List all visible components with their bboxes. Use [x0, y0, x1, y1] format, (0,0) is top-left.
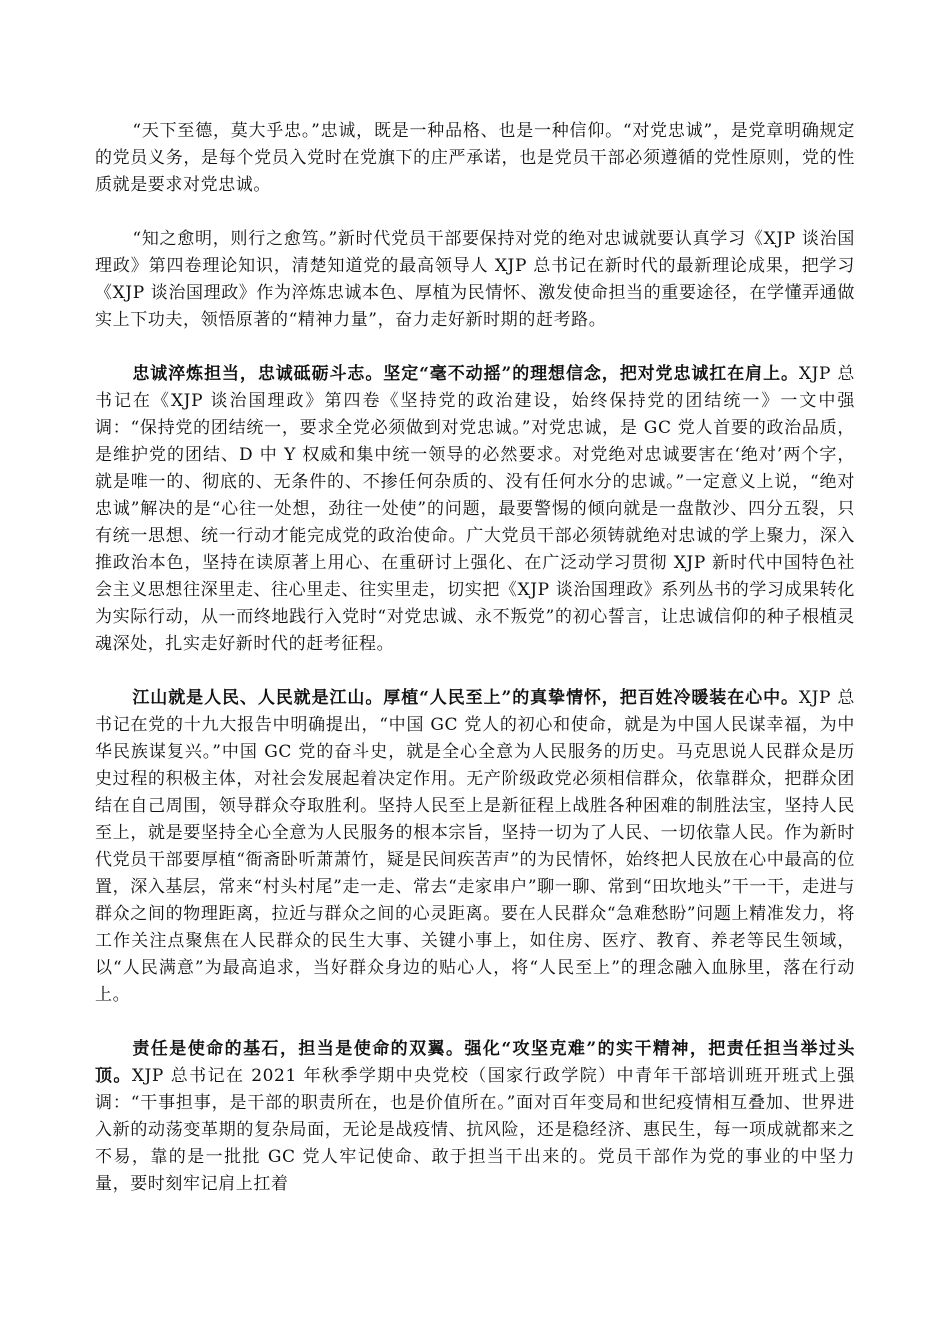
paragraph-2 [95, 226, 855, 334]
paragraph-lead: 忠诚淬炼担当，忠诚砥砺斗志。坚定“毫不动摇”的理想信念，把对党忠诚扛在肩上。 [132, 364, 799, 384]
paragraph-body: XJP 总书记在党的十九大报告中明确提出，“中国 GC 党人的初心和使命，就是为中国人民谋幸福，为中华民族谋复兴。”中国 GC 党的奋斗史，就是全心全意为人民服务的历史。马克思说人民群众是历史过程的积极主体，对社会发展起着决定作用。无产阶级政党必须相信群众，依靠群众，把群众团结在自己周围，领导群众夺取胜利。坚持人民至上是新征程上战胜各种困难的制胜法宝，坚持人民至上，就是要坚持全心全意为人民服务的根本宗旨，坚持一切为了人民、一切依靠人民。作为新时代党员干部要厚植“衙斋卧听萧萧竹，疑是民间疾苦声”的为民情怀，始终把人民放在心中最高的位置，深入基层，常来“村头村尾”走一走、常去“走家串户”聊一聊、常到“田坎地头”干一干，走进与群众之间的物理距离，拉近与群众之间的心灵距离。要在人民群众“急难愁盼”问题上精准发力，将工作关注点聚焦在人民群众的民生大事、关键小事上，如住房、医疗、教育、养老等民生领域，以“人民满意”为最高追求，当好群众身边的贴心人，将“人民至上”的理念融入血脉里，落在行动上。 [95, 688, 856, 1005]
document-page [95, 118, 855, 1225]
paragraph-body: “知之愈明，则行之愈笃。”新时代党员干部要保持对党的绝对忠诚就要认真学习《XJP 谈治国理政》第四卷理论知识，清楚知道党的最高领导人 XJP 总书记在新时代的最新理论成果，把学习《XJP 谈治国理政》作为淬炼忠诚本色、厚植为民情怀、激发使命担当的重要途径，在学懂弄通做实上下功夫，领悟原著的“精神力量”，奋力走好新时期的赶考路。 [95, 229, 855, 330]
paragraph-5 [95, 1036, 855, 1198]
paragraph-3 [95, 361, 855, 658]
paragraph-body: “天下至德，莫大乎忠。”忠诚，既是一种品格、也是一种信仰。“对党忠诚”，是党章明确规定的党员义务，是每个党员入党时在党旗下的庄严承诺，也是党员干部必须遵循的党性原则，党的性质就是要求对党忠诚。 [95, 121, 855, 195]
paragraph-body: XJP 总书记在《XJP 谈治国理政》第四卷《坚持党的政治建设，始终保持党的团结统一》一文中强调：“保持党的团结统一，要求全党必须做到对党忠诚。”对党忠诚，是 GC 党人首要的政治品质，是维护党的团结、D 中 Y 权威和集中统一领导的必然要求。对党绝对忠诚要害在‘绝对’两个字，就是唯一的、彻底的、无条件的、不掺任何杂质的、没有任何水分的忠诚。”一定意义上说，“绝对忠诚”解决的是“心往一处想，劲往一处使”的问题，最要警惕的倾向就是一盘散沙、四分五裂，只有统一思想、统一行动才能完成党的政治使命。广大党员干部必须铸就绝对忠诚的学上聚力，深入推政治本色，坚持在读原著上用心、在重研讨上强化、在广泛动学习贯彻 XJP 新时代中国特色社会主义思想往深里走、往心里走、往实里走，切实把《XJP 谈治国理政》系列丛书的学习成果转化为实际行动，从一而终地践行入党时“对党忠诚、永不叛党”的初心誓言，让忠诚信仰的种子根植灵魂深处，扎实走好新时代的赶考征程。 [95, 364, 856, 654]
paragraph-lead: 责任是使命的基石，担当是使命的双翼。强化“攻坚克难”的实干精神，把责任担当举过头顶。 [95, 1039, 855, 1086]
paragraph-4 [95, 685, 855, 1009]
paragraph-1 [95, 118, 855, 199]
paragraph-lead: 江山就是人民、人民就是江山。厚植“人民至上”的真挚情怀，把百姓冷暖装在心中。 [132, 688, 799, 708]
paragraph-body: XJP 总书记在 2021 年秋季学期中央党校（国家行政学院）中青年干部培训班开班式上强调：“干事担事，是干部的职责所在，也是价值所在。”面对百年变局和世纪疫情相互叠加、世界进入新的动荡变革期的复杂局面，无论是战疫情、抗风险，还是稳经济、惠民生，每一项成就都来之不易，靠的是一批批 GC 党人牢记使命、敢于担当干出来的。党员干部作为党的事业的中坚力量，要时刻牢记肩上扛着 [95, 1066, 855, 1194]
